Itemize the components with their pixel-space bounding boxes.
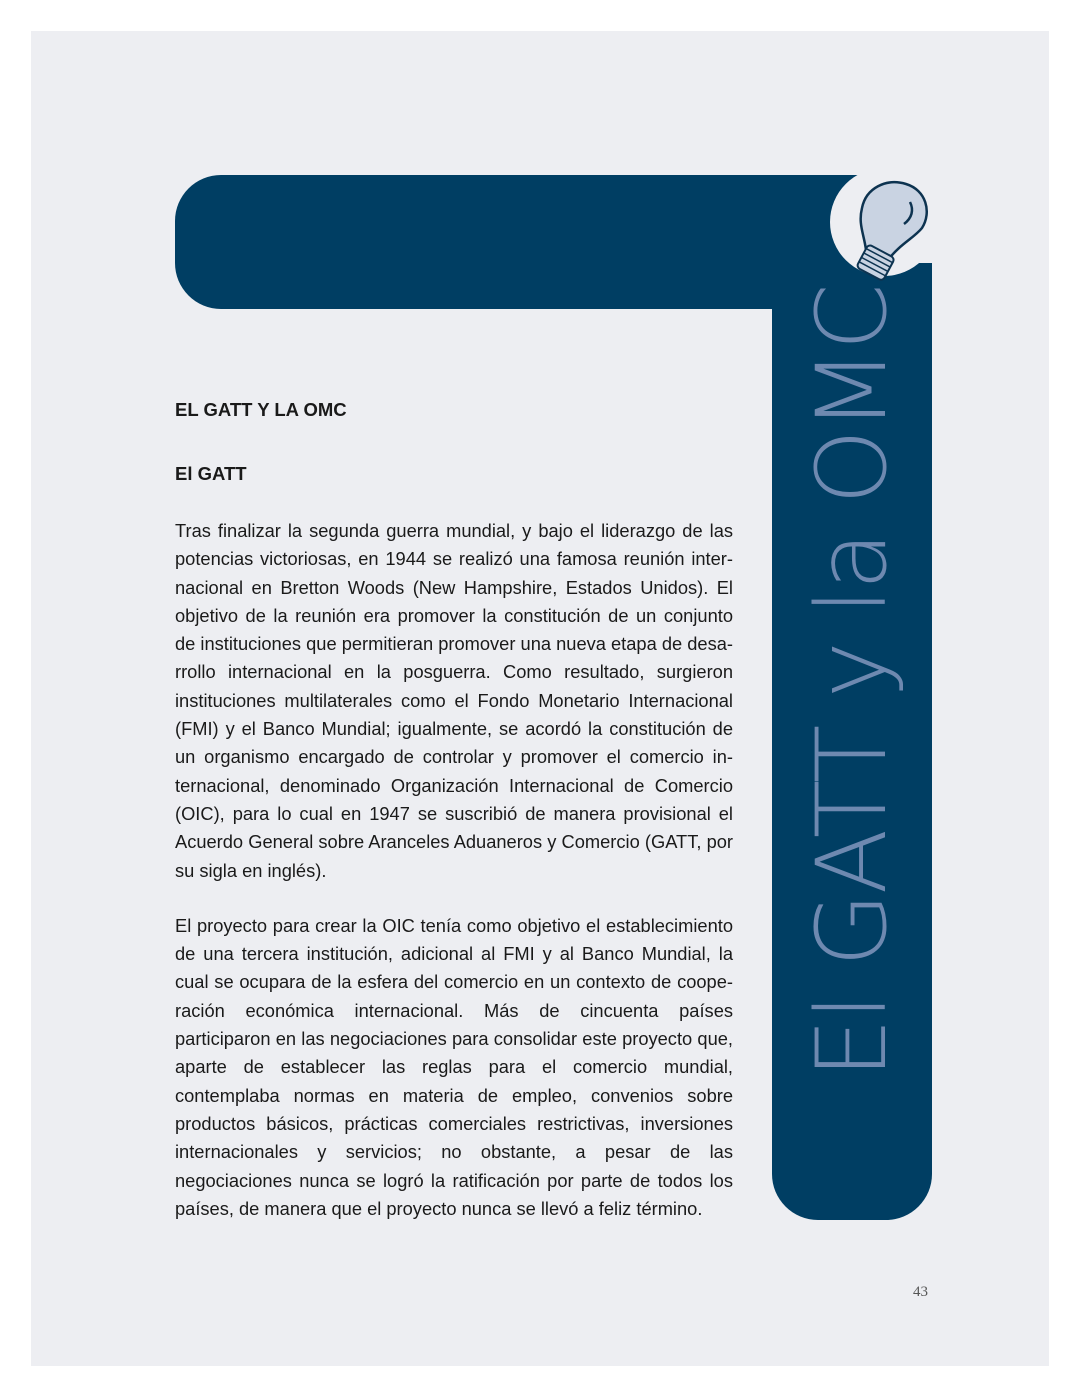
paragraph: Tras finalizar la segunda guerra mundial, y bajo el liderazgo de las potencias victoriosas, en 1944 se realizó una famosa reunión internacional en Bretton Woods (New Hampshire, Estados Unidos). El objetivo de la reunión era promover la constitución de un conjunto de instituciones que permitieran promover una nueva etapa de desarrollo internacional en la posguerra. Como resultado, surgieron instituciones multilaterales como el Fondo Monetario Internacional (FMI) y el Banco Mundial; igualmente, se acordó la constitución de un organismo encargado de controlar y promover el comercio internacional, denominado Organización Internacional de Comercio (OIC), para lo cual en 1947 se suscribió de manera provisional el Acuerdo General sobre Aranceles Aduaneros y Comercio (GATT, por su sigla en inglés).: [175, 520, 733, 881]
vertical-chapter-title: El GATT y la OMC: [796, 285, 908, 1079]
subsection-heading: El GATT: [175, 463, 247, 484]
lightbulb-icon: [836, 172, 936, 284]
paragraph: El proyecto para crear la OIC tenía como objetivo el establecimiento de una tercera institución, adicional al FMI y al Banco Mundial, la cual se ocupara de la esfera del comercio en un contexto de cooperación económica internacional. Más de cincuenta países participaron en las negociaciones para consolidar este proyecto que, aparte de establecer las reglas para el comercio mundial, contemplaba normas en materia de empleo, convenios sobre productos básicos, prácticas comerciales restrictivas, inversiones internacionales y servicios; no obstante, a pesar de las negociaciones nunca se logró la ratificación por parte de todos los países, de manera que el proyecto nunca se llevó a feliz término.: [175, 914, 733, 1219]
article-body: [175, 397, 733, 1250]
page-number: 43: [913, 1284, 928, 1300]
section-heading: EL GATT Y LA OMC: [175, 399, 347, 420]
